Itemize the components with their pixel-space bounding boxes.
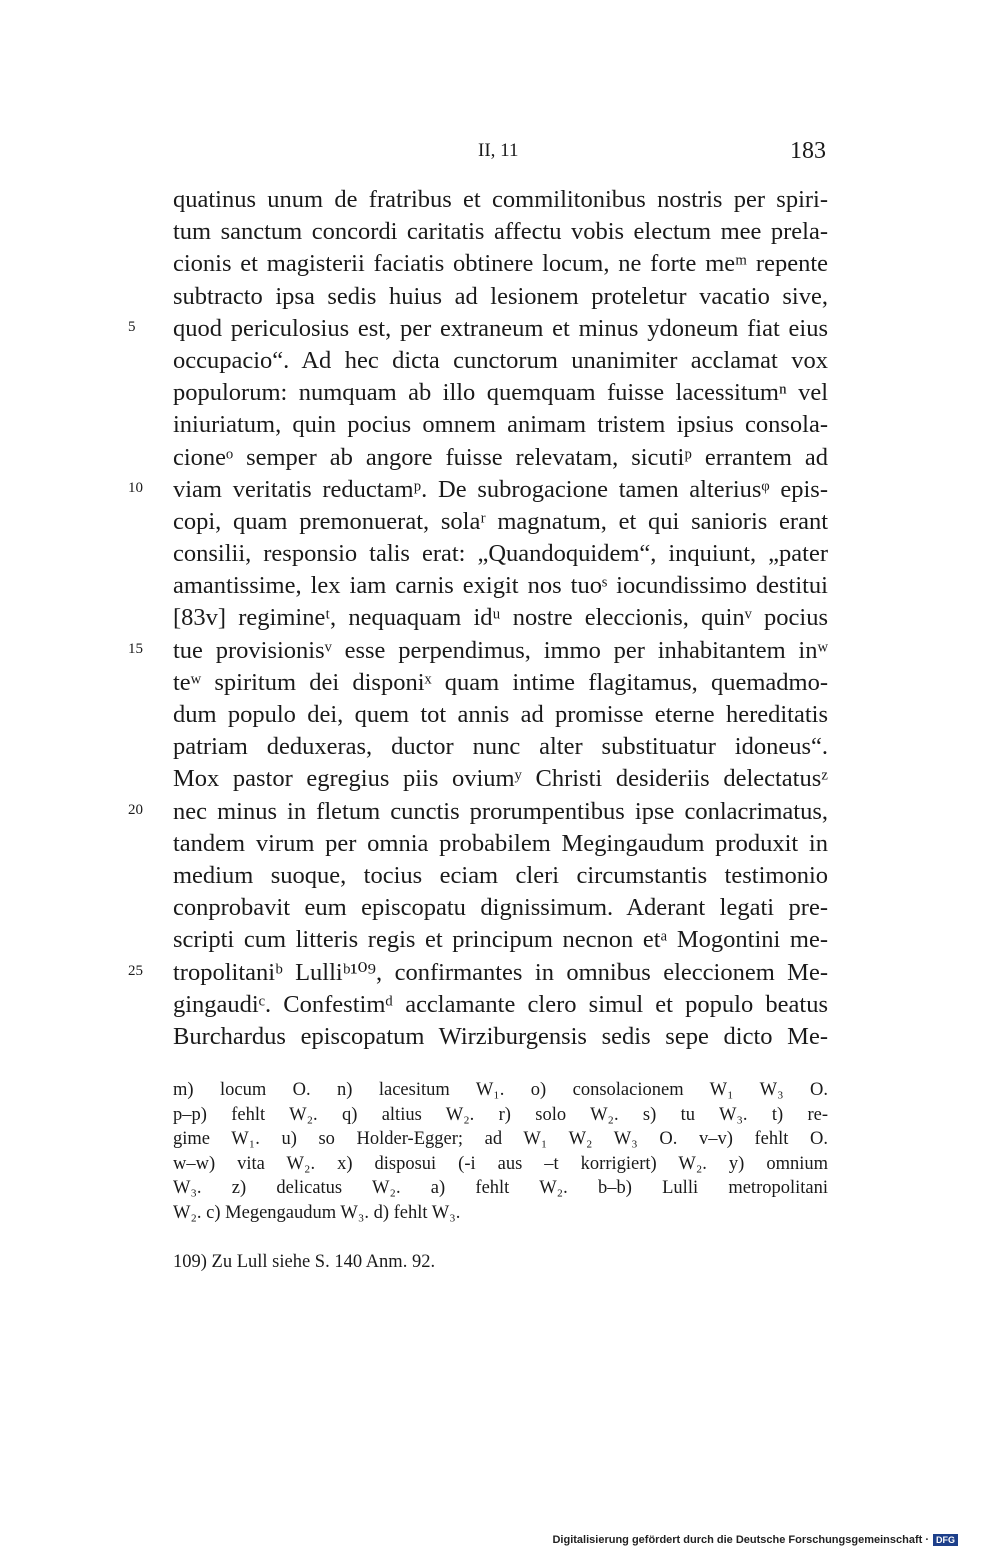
- text-line: dum populo dei, quem tot annis ad promisse eterne hereditatis: [173, 701, 828, 728]
- text-line: scripti cum litteris regis et principum necnon etᵃ Mogontini me-: [173, 926, 828, 954]
- apparatus-line: p–p) fehlt W₂. q) altius W₂. r) solo W₂. s) tu W₃. t) re-: [173, 1104, 828, 1125]
- text-line: amantissime, lex iam carnis exigit nos tuoˢ iocundissimo destitui: [173, 572, 828, 600]
- line-number: 5: [128, 319, 136, 335]
- text-line: nec minus in fletum cunctis prorumpentibus ipse conlacrimatus,: [173, 797, 828, 825]
- text-line: occupacio“. Ad hec dicta cunctorum unanimiter acclamat vox: [173, 346, 828, 374]
- footnote: 109) Zu Lull siehe S. 140 Anm. 92.: [173, 1252, 436, 1272]
- text-line: tue provisionisᵛ esse perpendimus, immo per inhabitantem inʷ: [173, 636, 828, 664]
- line-number: 15: [128, 641, 143, 657]
- text-line: tropolitaniᵇ Lulliᵇ¹⁰⁹, confirmantes in omnibus eleccionem Me-: [173, 958, 828, 986]
- apparatus-line: W₂. c) Megengaudum W₃. d) fehlt W₃.: [173, 1202, 461, 1223]
- text-line: cionis et magisterii faciatis obtinere locum, ne forte meᵐ repente: [173, 250, 828, 278]
- text-line: Burchardus episcopatum Wirziburgensis sedis sepe dicto Me-: [173, 1022, 828, 1050]
- text-line: patriam deduxeras, ductor nunc alter substituatur idoneus“.: [173, 733, 828, 761]
- footer-text: Digitalisierung gefördert durch die Deutsche Forschungsgemeinschaft ·: [552, 1534, 929, 1546]
- funding-footer: [552, 1534, 958, 1546]
- text-line: Mox pastor egregius piis oviumʸ Christi desideriis delectatusᶻ: [173, 765, 828, 793]
- text-line: [83v] regimineᵗ, nequaquam idᵘ nostre eleccionis, quinᵛ pocius: [173, 604, 828, 632]
- apparatus-line: W₃. z) delicatus W₂. a) fehlt W₂. b–b) Lulli metropolitani: [173, 1178, 828, 1199]
- text-line: medium suoque, tocius eciam cleri circumstantis testimonio: [173, 861, 828, 889]
- apparatus-line: m) locum O. n) lacesitum W₁. o) consolacionem W₁ W₃ O.: [173, 1080, 828, 1100]
- text-line: gingaudiᶜ. Confestimᵈ acclamante clero simul et populo beatus: [173, 990, 828, 1018]
- line-number: 10: [128, 480, 143, 496]
- text-line: populorum: numquam ab illo quemquam fuisse lacessitumⁿ vel: [173, 379, 828, 407]
- text-line: quod periculosius est, per extraneum et minus ydoneum fiat eius: [173, 314, 828, 342]
- text-line: copi, quam premonuerat, solaʳ magnatum, et qui sanioris erant: [173, 507, 828, 535]
- apparatus-line: w–w) vita W₂. x) disposui (-i aus –t korrigiert) W₂. y) omnium: [173, 1153, 828, 1174]
- text-line: tum sanctum concordi caritatis affectu vobis electum mee prela-: [173, 218, 828, 246]
- critical-apparatus: [173, 1078, 828, 1226]
- running-head-section: II, 11: [478, 140, 519, 161]
- line-number: 25: [128, 963, 143, 979]
- text-line: iniuriatum, quin pocius omnem animam tristem ipsius consola-: [173, 411, 828, 439]
- dfg-logo: DFG: [933, 1534, 958, 1546]
- apparatus-line: gime W₁. u) so Holder-Egger; ad W₁ W₂ W₃ O. v–v) fehlt O.: [173, 1129, 828, 1150]
- text-line: subtracto ipsa sedis huius ad lesionem proteletur vacatio sive,: [173, 282, 828, 310]
- text-line: conprobavit eum episcopatu dignissimum. Aderant legati pre-: [173, 894, 828, 922]
- text-line: quatinus unum de fratribus et commilitonibus nostris per spiri-: [173, 186, 828, 213]
- main-text: [173, 184, 828, 1053]
- text-line: consilii, responsio talis erat: „Quandoquidem“, inquiunt, „pater: [173, 540, 828, 568]
- text-line: tandem virum per omnia probabilem Megingaudum produxit in: [173, 829, 828, 857]
- text-line: teʷ spiritum dei disponiˣ quam intime flagitamus, quemadmo-: [173, 668, 828, 696]
- text-line: viam veritatis reductamᵖ. De subrogacione tamen alteriusᵠ epis-: [173, 475, 828, 503]
- page-number: 183: [790, 138, 826, 164]
- text-line: cioneᵒ semper ab angore fuisse relevatam, sicutiᵖ errantem ad: [173, 443, 828, 471]
- line-number: 20: [128, 802, 143, 818]
